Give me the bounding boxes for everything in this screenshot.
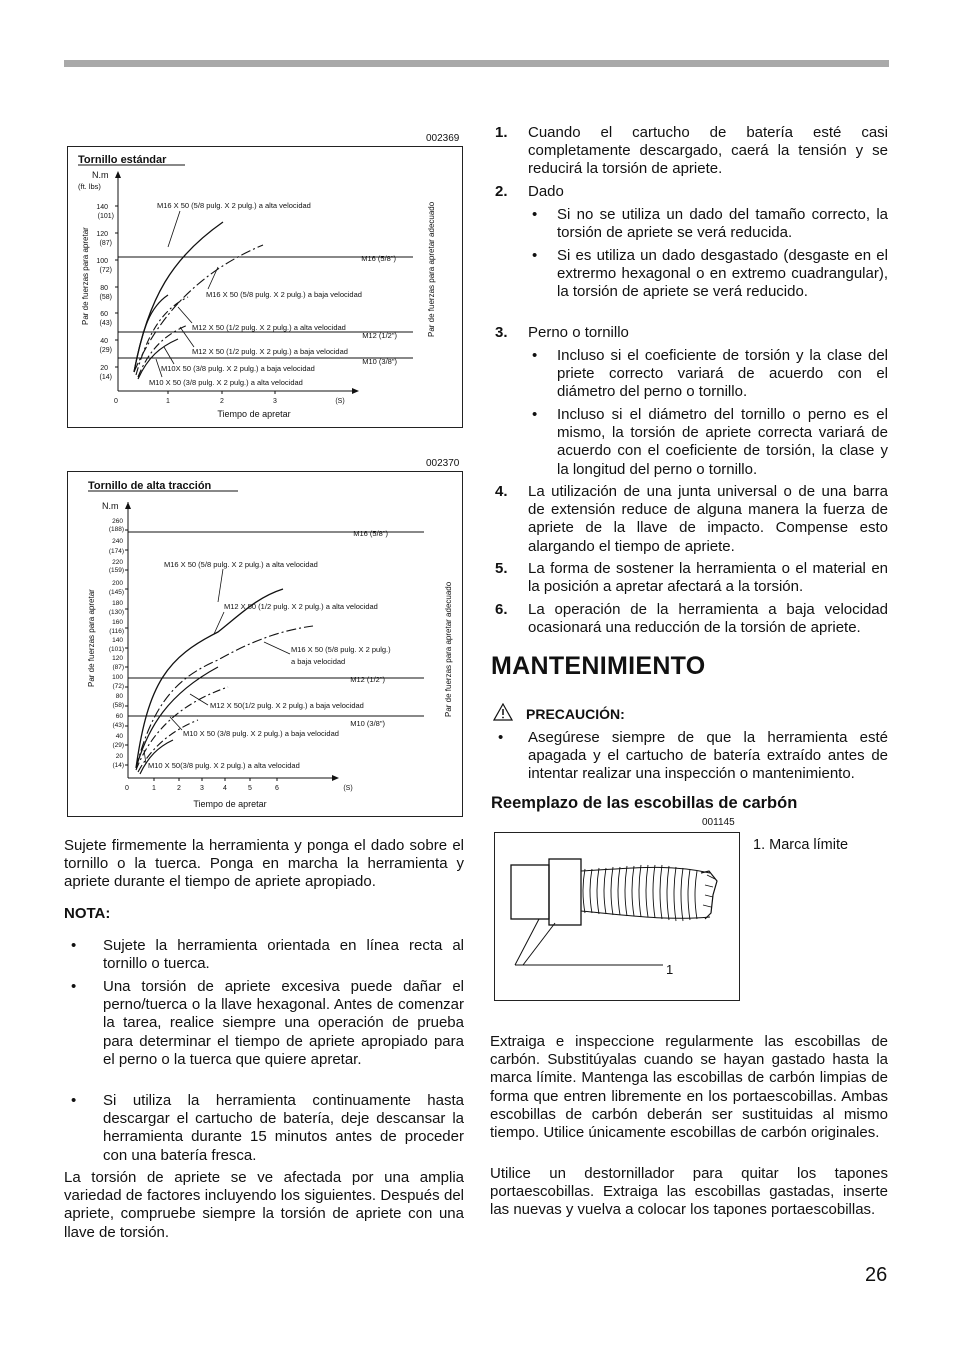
figure1-line-label-m10: M10 (3/8") [362,357,397,366]
svg-text:40: 40 [100,338,108,345]
list-item-3-bullet-2: Incluso si el diámetro del tornillo o perno es el mismo, la torsión de apriete correcta variará de acuerdo con el coeficiente de torsión, la clase y la longitud del perno o tornillo. [557,406,888,478]
svg-text:60: 60 [115,713,123,720]
figure2-x-tick-5 [248,778,252,792]
list-item-4-text: La utilización de una junta universal o de una barra de extensión reduce de alguna manera la fuerza de apriete de la llave de impacto. Compense esto alargando el tiempo de apriete. [528,483,888,555]
svg-text:120: 120 [112,655,123,662]
figure2-torque-chart [67,471,463,817]
figure2-y-unit: N.m [102,501,119,511]
figure2-y-tick-1 [109,538,128,555]
figure1-y-tick-5 [100,338,118,354]
brush-spring-icon [581,865,717,921]
figure1-y-unit-alt: (ft. lbs) [78,182,101,191]
svg-text:200: 200 [112,580,123,587]
figure1-line-label-m12: M12 (1/2") [362,331,397,340]
figure1-curve-label-5: M10 X 50 (3/8 pulg. X 2 pulg.) a alta velocidad [149,378,303,387]
nota-bullet-1: Sujete la herramienta orientada en línea recta al tornillo o tuerca. [103,937,464,973]
svg-text:20: 20 [115,753,123,760]
figure2-line-label-m16: M16 (5/8") [353,529,388,538]
figure1-curve-label-1: M16 X 50 (5/8 pulg. X 2 pulg.) a baja velocidad [206,290,362,299]
intro-paragraph: Sujete firmemente la herramienta y ponga el dado sobre el tornillo o la tuerca. Ponga en marcha la herramienta y apriete durante el tiempo de apriete apropiado. [64,837,464,891]
svg-text:180: 180 [112,600,123,607]
maintenance-heading: MANTENIMIENTO [491,652,706,680]
svg-text:0: 0 [114,398,118,405]
nota-bullet-2: Una torsión de apriete excesiva puede dañar el perno/tuerca o la llave hexagonal. Antes de comenzar la tarea, realice siempre una operación de prueba para determinar el tiempo de apriete apropiado para el perno o la tuerca que quiere apretar. [103,978,464,1068]
svg-text:(43): (43) [112,722,124,729]
figure1-torque-chart [67,146,463,428]
page-number: 26 [865,1264,888,1286]
svg-text:(101): (101) [97,213,114,220]
bullet-marker: • [532,347,538,364]
list-item-2-text: Dado [528,183,564,200]
brush-paragraph-1: Extraiga e inspeccione regularmente las escobillas de carbón. Substitúyalas cuando se hayan gastado hasta la marca límite. Mantenga las escobillas de carbón limpias de forma que entren libremente en los portaescobillas. Ambas escobillas de carbón deberán ser sustituidas al mismo tiempo. Utilice únicamente escobillas de carbón originales. [490,1033,888,1142]
figure1-y-tick-0 [96,204,118,220]
svg-text:160: 160 [112,619,123,626]
list-item-6-text: La operación de la herramienta a baja velocidad ocasionará una reducción de la torsión de apriete. [528,601,888,637]
figure2-y-tick-0 [109,518,128,533]
list-number-4: 4. [495,483,508,500]
svg-text:(14): (14) [99,374,112,381]
figure2-y-tick-6 [109,637,128,653]
bullet-marker: • [71,978,77,995]
callout-caption: 1. Marca límite [753,837,849,853]
brush-replacement-heading: Reemplazo de las escobillas de carbón [491,794,798,812]
header-rule [64,60,889,67]
figure2-right-label: Par de fuerzas para apretar adecuado [444,581,453,717]
svg-text:(29): (29) [112,742,124,749]
svg-text:1: 1 [152,785,156,792]
figure1-title: Tornillo estándar [78,154,167,166]
figure1-curve-label-2: M12 X 50 (1/2 pulg. X 2 pulg.) a alta velocidad [192,323,346,332]
brush-cap [549,859,581,925]
svg-text:60: 60 [100,311,108,318]
list-number-6: 6. [495,601,508,618]
figure2-x-tick-0 [125,785,129,792]
figure1-curve-label-4: M10X 50 (3/8 pulg. X 2 pulg.) a baja velocidad [161,364,315,373]
svg-text:(116): (116) [109,628,124,635]
figure2-curve-label-0: M16 X 50 (5/8 pulg. X 2 pulg.) a alta velocidad [164,560,318,569]
figure1-y-unit: N.m [92,170,109,180]
figure2-x-tick-1 [152,778,156,792]
svg-text:(14): (14) [112,762,124,769]
figure2-y-tick-8 [112,674,128,690]
list-number-1: 1. [495,124,508,141]
figure2-y-axis-label: Par de fuerzas para apretar [87,589,96,687]
svg-text:20: 20 [100,365,108,372]
figure2-line-label-m12: M12 (1/2") [350,675,385,684]
svg-text:80: 80 [115,693,123,700]
closing-paragraph: La torsión de apriete se ve afectada por una amplia variedad de factores incluyendo los siguientes. Después del apriete, compruebe siempre la torsión de apriete con una llave de torsión. [64,1169,464,1241]
brush-block [511,865,549,919]
figure1-line-label-m16: M16 (5/8") [361,254,396,263]
figure1-curve-label-0: M16 X 50 (5/8 pulg. X 2 pulg.) a alta velocidad [157,201,311,210]
figure1-x-tick-3 [273,391,277,405]
figure1-x-tick-2 [220,391,224,405]
figure2-curve-label-6: M10 X 50(3/8 pulg. X 2 pulg.) a alta velocidad [148,761,300,770]
svg-text:(87): (87) [99,240,112,247]
figure2-curve-label-1: M12 X 50 (1/2 pulg. X 2 pulg.) a alta velocidad [224,602,378,611]
warning-triangle-icon [493,703,513,721]
caution-label: PRECAUCIÓN: [526,706,625,722]
figure2-y-tick-11 [112,733,128,749]
svg-text:(72): (72) [99,267,112,274]
svg-text:80: 80 [100,285,108,292]
list-item-2-bullet-1: Si no se utiliza un dado del tamaño correcto, la torsión de apriete se verá reducida. [557,206,888,242]
svg-text:(130): (130) [108,609,124,616]
svg-text:(101): (101) [108,646,124,653]
figure2-x-tick-3 [200,778,204,792]
figure1-y-axis-label: Par de fuerzas para apretar [81,227,90,325]
caution-text: Asegúrese siempre de que la herramienta esté apagada y el cartucho de batería extraído antes de intentar realizar una inspección o mantenimiento. [528,729,888,783]
bullet-marker: • [71,1092,77,1109]
figure1-x-tick-0 [114,398,118,405]
bullet-marker: • [532,406,538,423]
limit-mark-leader [515,919,539,965]
svg-text:2: 2 [177,785,181,792]
figure2-y-tick-10 [112,713,128,729]
svg-text:240: 240 [112,538,123,545]
list-number-2: 2. [495,183,508,200]
figure1-x-tick-1 [166,391,170,405]
list-item-2-bullet-2: Si es utiliza un dado desgastado (desgaste en el extrermo hexagonal o en extremo cuadrangular), la torsión de apriete se verá reducido. [557,247,888,301]
figure2-x-tick-7 [343,785,352,792]
svg-text:(58): (58) [112,702,124,709]
figure2-curve-label-2: M16 X 50 (5/8 pulg. X 2 pulg.) [291,645,391,654]
svg-text:3: 3 [200,785,204,792]
figure1-curve-label-3: M12 X 50 (1/2 pulg. X 2 pulg.) a baja velocidad [192,347,348,356]
figure2-y-tick-4 [109,600,128,616]
list-item-3-bullet-1: Incluso si el coeficiente de torsión y la clase del priete correcto variará de acuerdo con el diámetro del perno o tornillo. [557,347,888,401]
figure1-y-tick-3 [100,285,118,301]
figure2-x-tick-4 [223,778,227,792]
svg-text:(S): (S) [343,785,353,792]
figure1-y-tick-6 [100,365,118,381]
figure2-line-label-m10: M10 (3/8") [350,719,385,728]
svg-text:1: 1 [166,398,170,405]
figure2-x-tick-2 [177,778,181,792]
svg-text:100: 100 [112,674,123,681]
brush-figure-code: 001145 [702,817,735,828]
svg-text:0: 0 [125,785,129,792]
svg-text:140: 140 [96,204,108,211]
figure2-x-axis-label: Tiempo de apretar [193,799,267,809]
svg-text:(174): (174) [108,548,124,555]
svg-text:3: 3 [273,398,277,405]
callout-number: 1 [666,962,674,977]
figure2-title: Tornillo de alta tracción [88,480,212,492]
svg-text:220: 220 [112,559,123,566]
svg-text:40: 40 [115,733,123,740]
list-number-5: 5. [495,560,508,577]
figure2-y-tick-3 [109,580,128,596]
svg-text:260: 260 [112,518,123,525]
brush-paragraph-2: Utilice un destornillador para quitar los tapones portaescobillas. Extraiga las escobillas gastadas, inserte las nuevas y vuelva a colocar los tapones portaescobillas. [490,1165,888,1219]
bullet-marker: • [498,729,504,746]
figure1-y-tick-2 [96,258,118,274]
figure1-x-tick-4 [335,398,344,405]
figure2-y-tick-12 [112,753,128,769]
figure2-curve-label-3: a baja velocidad [291,657,346,666]
list-item-5-text: La forma de sostener la herramienta o el material en la posición a apretar afectará a la torsión. [528,560,888,596]
bullet-marker: • [71,937,77,954]
svg-text:(87): (87) [112,664,124,671]
figure2-code: 002370 [426,458,460,469]
svg-text:4: 4 [223,785,227,792]
svg-text:(29): (29) [99,347,112,354]
svg-text:(188): (188) [108,526,124,533]
svg-text:120: 120 [96,231,108,238]
figure1-code: 002369 [426,133,460,144]
figure2-x-tick-6 [275,778,279,792]
figure1-x-axis-label: Tiempo de apretar [217,409,291,419]
svg-text:5: 5 [248,785,252,792]
bullet-marker: • [532,247,538,264]
carbon-brush-figure [494,832,740,1001]
figure2-y-tick-5 [109,619,128,635]
figure2-y-tick-7 [112,655,128,671]
svg-text:(S): (S) [335,398,345,405]
list-number-3: 3. [495,324,508,341]
figure2-curve-m12-high [136,667,218,768]
list-item-1-text: Cuando el cartucho de batería esté casi completamente descargado, caerá la tensión y se reducirá la torsión de apriete. [528,124,888,178]
figure2-y-tick-2 [109,559,128,574]
list-item-3-text: Perno o tornillo [528,324,629,341]
svg-text:100: 100 [96,258,108,265]
svg-text:(72): (72) [112,683,124,690]
svg-text:(43): (43) [99,320,112,327]
svg-text:(58): (58) [99,294,112,301]
figure2-y-tick-9 [112,693,128,709]
svg-text:140: 140 [112,637,123,644]
figure1-curve-m12-high [134,295,168,372]
svg-text:2: 2 [220,398,224,405]
svg-text:(159): (159) [108,567,124,574]
figure1-right-label: Par de fuerzas para apretar adecuado [427,201,436,337]
bullet-marker: • [532,206,538,223]
figure1-y-tick-4 [100,311,118,327]
svg-text:(145): (145) [108,589,124,596]
svg-text:6: 6 [275,785,279,792]
nota-bullet-3: Si utiliza la herramienta continuamente hasta descargar el cartucho de batería, deje descansar la herramienta durante 15 minutos antes de proceder con una batería fresca. [103,1092,464,1164]
nota-label: NOTA: [64,905,111,922]
figure2-curve-label-4: M12 X 50(1/2 pulg. X 2 pulg.) a baja velocidad [210,701,364,710]
figure2-curve-label-5: M10 X 50 (3/8 pulg. X 2 pulg.) a baja velocidad [183,729,339,738]
figure1-y-tick-1 [96,231,118,247]
